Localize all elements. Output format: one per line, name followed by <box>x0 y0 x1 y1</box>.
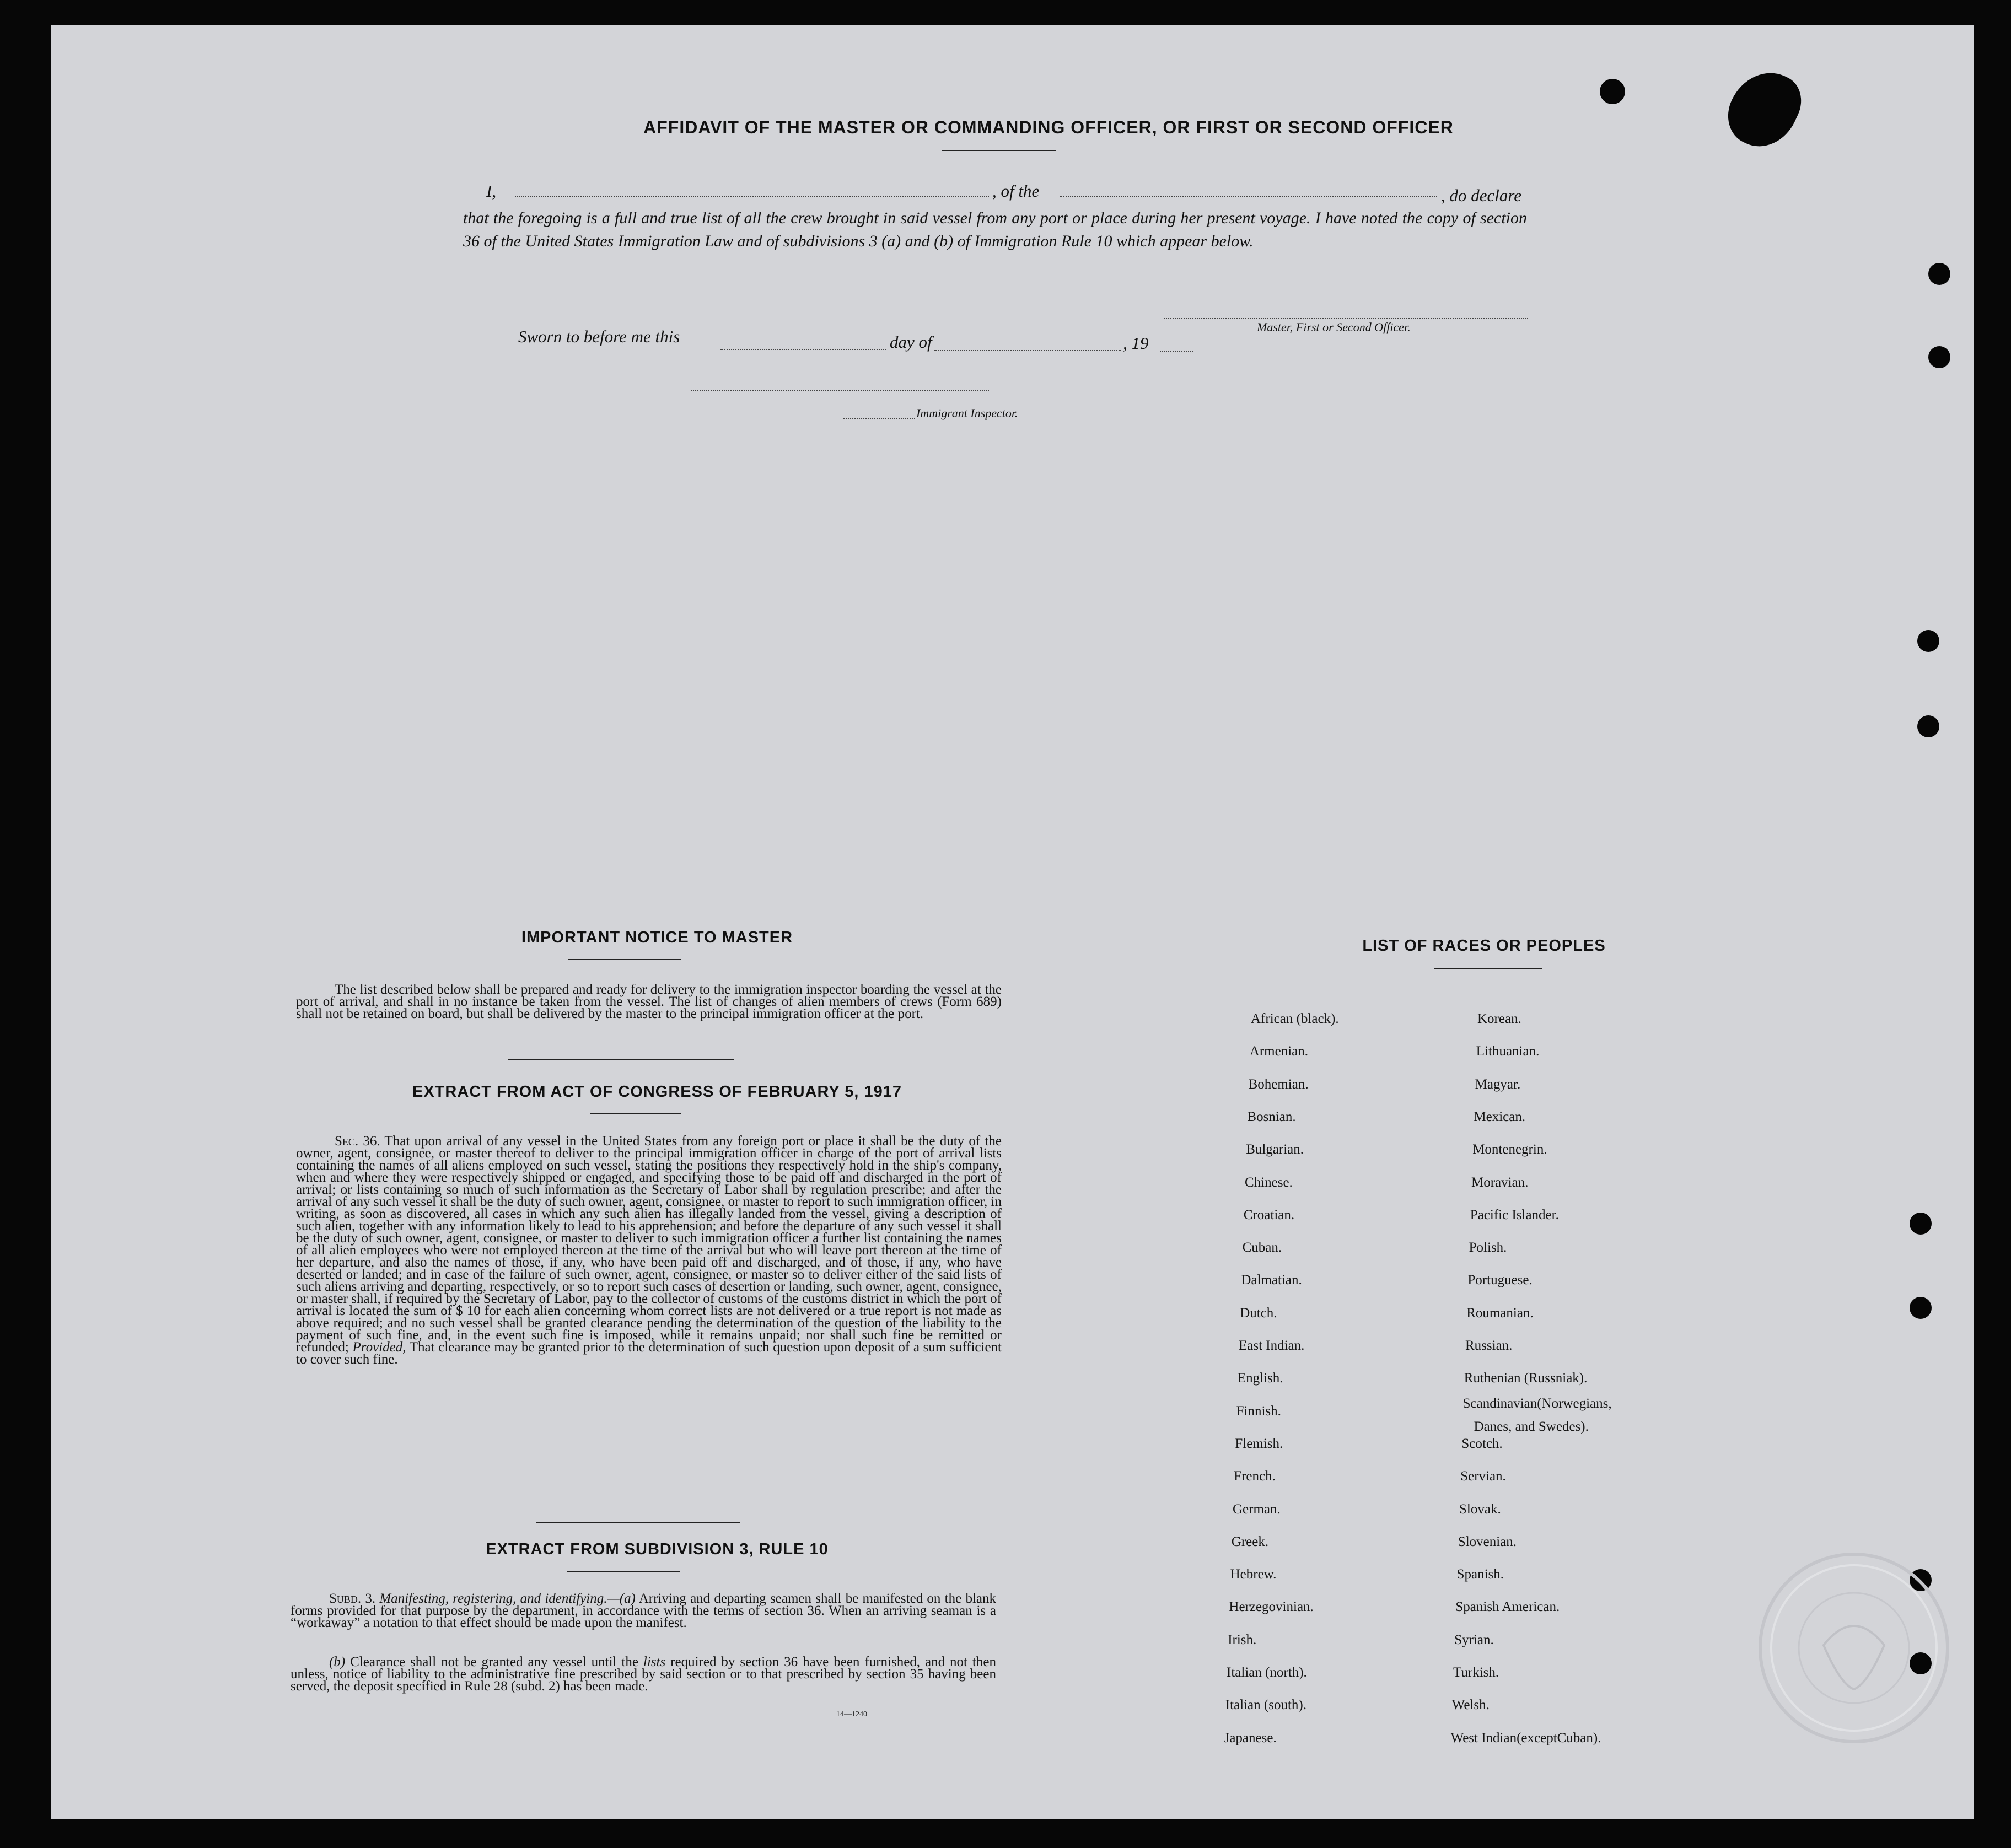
sworn-year-field[interactable] <box>1160 351 1193 352</box>
affidavit-of-the-label: , of the <box>992 181 1040 201</box>
race-item: Montenegrin. <box>1472 1142 1547 1157</box>
race-item: Portuguese. <box>1467 1273 1533 1288</box>
race-item: Korean. <box>1477 1011 1521 1026</box>
act-extract-title-rule <box>590 1113 681 1114</box>
race-item: Moravian. <box>1471 1174 1529 1190</box>
punch-hole <box>1910 1213 1932 1235</box>
race-item: Lithuanian. <box>1476 1044 1540 1059</box>
punch-hole <box>1928 263 1950 285</box>
race-item: Mexican. <box>1474 1109 1526 1124</box>
race-item: French. <box>1234 1469 1276 1484</box>
race-item: Magyar. <box>1475 1076 1521 1092</box>
affidavit-i-label: I, <box>486 181 497 201</box>
act-extract-divider <box>536 1522 740 1523</box>
rule-extract-title-rule <box>567 1571 680 1572</box>
sworn-day-field[interactable] <box>720 349 886 350</box>
race-item: Greek. <box>1231 1534 1269 1549</box>
races-title: LIST OF RACES OR PEOPLES <box>1362 937 1606 955</box>
race-item: Irish. <box>1228 1632 1257 1647</box>
race-item: Dalmatian. <box>1241 1273 1302 1288</box>
race-item: Danes, and Swedes). <box>1474 1419 1589 1434</box>
race-item: Ruthenian (Russniak). <box>1464 1371 1588 1386</box>
master-signature-label: Master, First or Second Officer. <box>1257 320 1411 334</box>
act-extract-text <box>296 1135 1002 1366</box>
punch-hole <box>1928 346 1950 368</box>
race-item: Italian (north). <box>1227 1665 1307 1680</box>
race-item: Finnish. <box>1236 1403 1281 1419</box>
rule-extract-subd-a <box>291 1593 996 1629</box>
act-extract-title: EXTRACT FROM ACT OF CONGRESS OF FEBRUARY 5, 1917 <box>412 1083 902 1101</box>
races-title-rule <box>1434 968 1542 969</box>
notice-divider <box>508 1059 734 1060</box>
race-item: Pacific Islander. <box>1470 1207 1559 1222</box>
race-item: Scotch. <box>1461 1436 1503 1451</box>
race-item: Hebrew. <box>1230 1567 1277 1582</box>
race-item: Servian. <box>1460 1469 1506 1484</box>
crew-officer-name-field[interactable] <box>515 196 989 197</box>
sworn-day-of-label: day of <box>890 332 932 352</box>
race-item: East Indian. <box>1239 1338 1305 1353</box>
notice-text: The list described below shall be prepared and ready for delivery to the immigration inspector boarding the vessel at the port of arrival, and shall in no instance be taken from the vessel. The list of changes of alien members of crews (Form 689) shall not be retained on board, but shall be delivered by the master to the principal immigration officer at the port. <box>296 982 1002 1021</box>
form-number: 14—1240 <box>836 1710 867 1718</box>
race-item: Turkish. <box>1453 1665 1499 1680</box>
affidavit-title-rule <box>942 150 1056 151</box>
race-item: Slovenian. <box>1458 1534 1517 1549</box>
race-item: Armenian. <box>1249 1044 1309 1059</box>
race-item: Roumanian. <box>1466 1305 1534 1321</box>
race-item: Scandinavian(Norwegians, <box>1462 1396 1612 1411</box>
subd-b-label: (b) <box>329 1655 346 1669</box>
race-item: Spanish American. <box>1455 1599 1560 1615</box>
act-section-label: Sec. 36. <box>335 1134 380 1149</box>
subd-heading: Manifesting, registering, and identifying.—(a) <box>379 1591 636 1606</box>
race-item: Flemish. <box>1235 1436 1283 1451</box>
notice-title: IMPORTANT NOTICE TO MASTER <box>521 929 793 946</box>
race-item: Italian (south). <box>1225 1698 1306 1713</box>
subd-b-text-1: Clearance shall not be granted any vessel until the <box>350 1655 638 1669</box>
punch-hole <box>1917 715 1939 737</box>
subd-a-text: Arriving and departing seamen shall be manifested on the blank forms provided for that purpose by the department, in accordance with the terms of section 36. When an arriving seaman is a “workaway” a notation to that effect should be made upon the manifest. <box>291 1591 996 1630</box>
affidavit-body: that the foregoing is a full and true list of all the crew brought in said vessel from any port or place during her present voyage. I have noted the copy of section 36 of the United States Immigration Law and of subdivisions 3 (a) and (b) of Immigration Rule 10 which appear below. <box>463 209 1527 250</box>
subd-label: Subd. 3. <box>329 1591 376 1606</box>
form-page <box>51 25 1974 1819</box>
inspector-signature-lead <box>843 418 915 419</box>
rule-extract-subd-b <box>291 1656 996 1693</box>
punch-hole <box>1600 79 1625 104</box>
race-item: West Indian(exceptCuban). <box>1450 1730 1601 1745</box>
race-item: Cuban. <box>1242 1240 1282 1256</box>
punch-hole <box>1910 1297 1932 1319</box>
race-item: African (black). <box>1251 1011 1339 1026</box>
race-item: Bohemian. <box>1248 1076 1309 1092</box>
race-item: English. <box>1237 1371 1283 1386</box>
inspector-signature-field[interactable] <box>691 390 989 391</box>
race-item: Welsh. <box>1451 1698 1490 1713</box>
race-item: Dutch. <box>1240 1305 1277 1321</box>
sworn-month-field[interactable] <box>934 350 1121 351</box>
race-item: Russian. <box>1465 1338 1513 1353</box>
race-item: Syrian. <box>1454 1632 1494 1647</box>
race-item: Spanish. <box>1456 1567 1504 1582</box>
notice-title-rule <box>568 959 681 960</box>
subd-b-lists: lists <box>643 1655 666 1669</box>
race-item: Japanese. <box>1224 1730 1277 1745</box>
sworn-year-label: , 19 <box>1123 333 1149 353</box>
race-item: Herzegovinian. <box>1229 1599 1314 1615</box>
embossed-seal <box>1752 1546 1956 1750</box>
master-signature-field[interactable] <box>1164 318 1528 319</box>
affidavit-declare-label: , do declare <box>1441 186 1522 205</box>
inspector-label: Immigrant Inspector. <box>916 406 1018 420</box>
sworn-prefix-label: Sworn to before me this <box>518 327 680 346</box>
rule-extract-title: EXTRACT FROM SUBDIVISION 3, RULE 10 <box>486 1540 829 1558</box>
race-item: Chinese. <box>1245 1174 1293 1190</box>
race-item: Bulgarian. <box>1246 1142 1304 1157</box>
race-item: Polish. <box>1469 1240 1507 1256</box>
subd-b-text-2: required by section 36 have been furnished, and not then unless, notice of liability to the administrative fine prescribed by said section or to that prescribed by section 35 having been served, the deposit specified in Rule 28 (subd. 2) has been made. <box>291 1655 996 1694</box>
punch-hole <box>1917 630 1939 652</box>
act-section-text-end: That clearance may be granted prior to the determination of such question upon deposit of a sum sufficient to cover such fine. <box>296 1340 1002 1367</box>
race-item: Slovak. <box>1459 1501 1501 1517</box>
race-item: Croatian. <box>1243 1207 1295 1222</box>
affidavit-title: AFFIDAVIT OF THE MASTER OR COMMANDING OFFICER, OR FIRST OR SECOND OFFICER <box>643 117 1454 137</box>
race-item: German. <box>1233 1501 1281 1517</box>
ink-blot-mark <box>1718 60 1810 158</box>
act-provided: Provided, <box>352 1340 406 1355</box>
race-item: Bosnian. <box>1247 1109 1296 1124</box>
vessel-name-field[interactable] <box>1060 196 1437 197</box>
act-section-text: That upon arrival of any vessel in the United States from any foreign port or place it shall be the duty of the owner, agent, consignee, or master thereof to deliver to the principal immigration officer in charge of the port of arrival lists containing the names of all aliens employed on such vessel, stating the positions they respectively hold in the ship's company, when and where they were respectively shipped or engaged, and specifying those to be paid off and discharged in the port of arrival; or lists containing so much of such information as the Secretary of Labor shall by regulation prescribe; and after the arrival of any such vessel it shall be the duty of such owner, agent, consignee, or master to report to such immigration officer, in writing, as soon as discovered, all cases in which any such alien has illegally landed from the vessel, giving a description of such alien, together with any information likely to lead to his apprehension; and before the departure of any such vessel it shall be the duty of such owner, agent, consignee, or master to deliver to such immigration officer a further list containing the names of all alien employees who were not employed thereon at the time of the arrival but who will leave port thereon at the time of her departure, and also the names of those, if any, who have been paid off and discharged, and of those, if any, who have deserted or landed; and in case of the failure of such owner, agent, consignee, or master so to deliver either of the said lists of such aliens arriving and departing, respectively, or so to report such cases of desertion or landing, such owner, agent, consignee, or master shall, if required by the Secretary of Labor, pay to the collector of customs of the customs district in which the port of arrival is located the sum of $ 10 for each alien concerning whom correct lists are not delivered or a true report is not made as above required; and no such vessel shall be granted clearance pending the determination of the question of the liability to the payment of such fine, and, in the event such fine is imposed, while it remains unpaid; nor shall such fine be remitted or refunded; <box>296 1134 1002 1355</box>
